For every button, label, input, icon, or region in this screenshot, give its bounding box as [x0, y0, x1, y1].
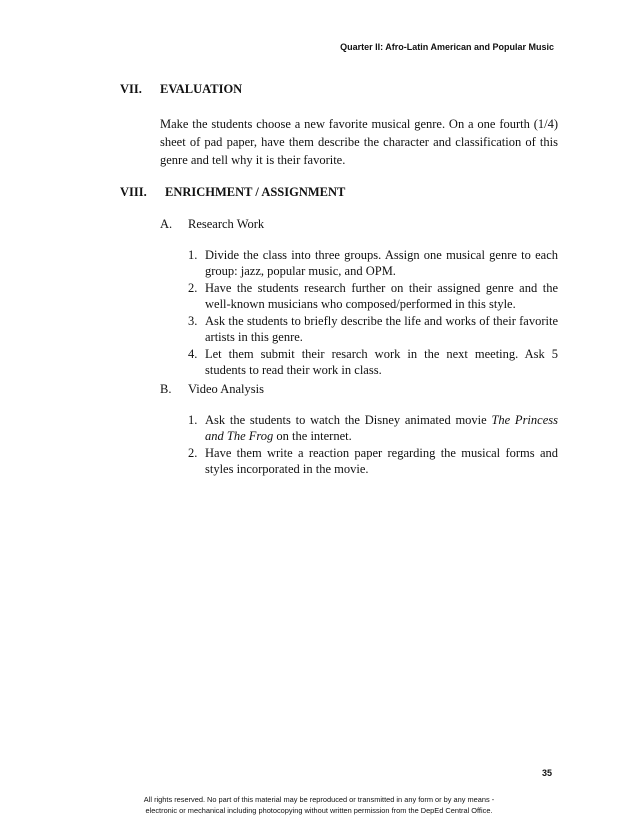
list-item — [188, 347, 558, 378]
page-number: 35 — [541, 768, 552, 778]
list-item-number: 1. — [188, 248, 198, 262]
section-7-paragraph: Make the students choose a new favorite musical genre. On a one fourth (1/4) sheet of pad paper, have them describe the character and classification of this genre and tell why it is their favorite. — [160, 117, 558, 167]
section-7-number: VII. — [120, 82, 142, 96]
research-work-list — [188, 248, 558, 380]
subsection-a-letter: A. — [160, 217, 173, 231]
running-header: Quarter II: Afro-Latin American and Popular Music — [340, 42, 554, 52]
list-item — [188, 413, 558, 444]
list-item-number: 2. — [188, 446, 198, 460]
list-item — [188, 314, 558, 345]
list-item — [188, 446, 558, 477]
movie-title: The Princess and The Frog — [205, 413, 558, 443]
section-8-number: VIII. — [120, 185, 147, 199]
footer-line-1: All rights reserved. No part of this material may be reproduced or transmitted in any form or by any means - — [143, 795, 495, 804]
list-item — [188, 248, 558, 279]
list-item-text-pre: Ask the students to watch the Disney animated movie — [205, 413, 492, 427]
section-8-title: ENRICHMENT / ASSIGNMENT — [165, 185, 346, 199]
list-item-text: Divide the class into three groups. Assign one musical genre to each group: jazz, popular music, and OPM. — [205, 248, 558, 278]
copyright-footer — [0, 794, 638, 816]
list-item — [188, 281, 558, 312]
list-item-number: 3. — [188, 314, 198, 328]
footer-line-2: electronic or mechanical including photocopying without written permission from the DepEd Central Office. — [145, 806, 493, 815]
list-item-number: 4. — [188, 347, 198, 361]
list-item-text: Have the students research further on their assigned genre and the well-known musicians who composed/performed in this style. — [205, 281, 558, 311]
list-item-text: Let them submit their resarch work in the next meeting. Ask 5 students to read their work in class. — [205, 347, 558, 377]
list-item-number: 2. — [188, 281, 198, 295]
section-7-title: EVALUATION — [160, 82, 243, 96]
list-item-text: Have them write a reaction paper regarding the musical forms and styles incorporated in the movie. — [205, 446, 558, 476]
video-analysis-list — [188, 413, 558, 479]
subsection-b-letter: B. — [160, 382, 172, 396]
subsection-b-title: Video Analysis — [188, 382, 264, 396]
list-item-text-post: on the internet. — [273, 428, 352, 443]
subsection-a-title: Research Work — [188, 217, 265, 231]
list-item-number: 1. — [188, 413, 198, 427]
list-item-text: Ask the students to briefly describe the life and works of their favorite artists in this genre. — [205, 314, 558, 344]
